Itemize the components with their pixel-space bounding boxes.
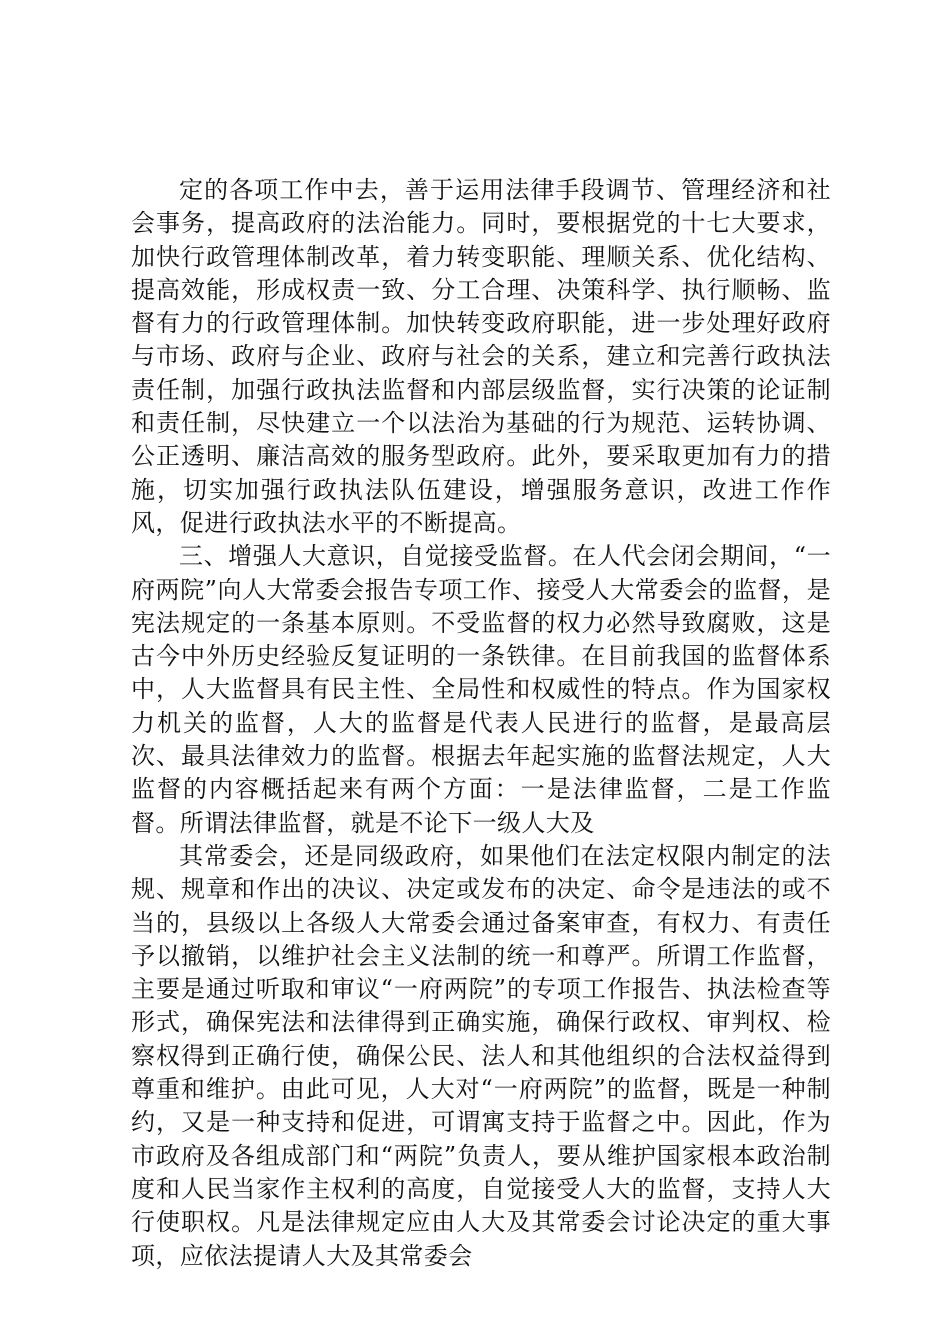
paragraph-2: 三、增强人大意识，自觉接受监督。在人代会闭会期间，“一府两院”向人大常委会报告专项工作、接受人大常委会的监督，是宪法规定的一条基本原则。不受监督的权力必然导致腐败，这是古今中外历史经验反复证明的一条铁律。在目前我国的监督体系中，人大监督具有民主性、全局性和权威性的特点。作为国家权力机关的监督，人大的监督是代表人民进行的监督，是最高层次、最具法律效力的监督。根据去年起实施的监督法规定，人大监督的内容概括起来有两个方面：一是法律监督，二是工作监督。所谓法律监督，就是不论下一级人大及 xyxy=(131,542,831,837)
paragraph-1: 定的各项工作中去，善于运用法律手段调节、管理经济和社会事务，提高政府的法治能力。同时，要根据党的十七大要求，加快行政管理体制改革，着力转变职能、理顺关系、优化结构、提高效能，形成权责一致、分工合理、决策科学、执行顺畅、监督有力的行政管理体制。加快转变政府职能，进一步处理好政府与市场、政府与企业、政府与社会的关系，建立和完善行政执法责任制，加强行政执法监督和内部层级监督，实行决策的论证制和责任制，尽快建立一个以法治为基础的行为规范、运转协调、公正透明、廉洁高效的服务型政府。此外，要采取更加有力的措施，切实加强行政执法队伍建设，增强服务意识，改进工作作风，促进行政执法水平的不断提高。 xyxy=(131,176,831,537)
paragraph-3: 其常委会，还是同级政府，如果他们在法定权限内制定的法规、规章和作出的决议、决定或发布的决定、命令是违法的或不当的，县级以上各级人大常委会通过备案审查，有权力、有责任予以撤销，以维护社会主义法制的统一和尊严。所谓工作监督，主要是通过听取和审议“一府两院”的专项工作报告、执法检查等形式，确保宪法和法律得到正确实施，确保行政权、审判权、检察权得到正确行使，确保公民、法人和其他组织的合法权益得到尊重和维护。由此可见，人大对“一府两院”的监督，既是一种制约，又是一种支持和促进，可谓寓支持于监督之中。因此，作为市政府及各组成部门和“两院”负责人，要从维护国家根本政治制度和人民当家作主权利的高度，自觉接受人大的监督，支持人大行使职权。凡是法律规定应由人大及其常委会讨论决定的重大事项，应依法提请人大及其常委会 xyxy=(131,841,831,1270)
document-body xyxy=(131,174,831,1273)
